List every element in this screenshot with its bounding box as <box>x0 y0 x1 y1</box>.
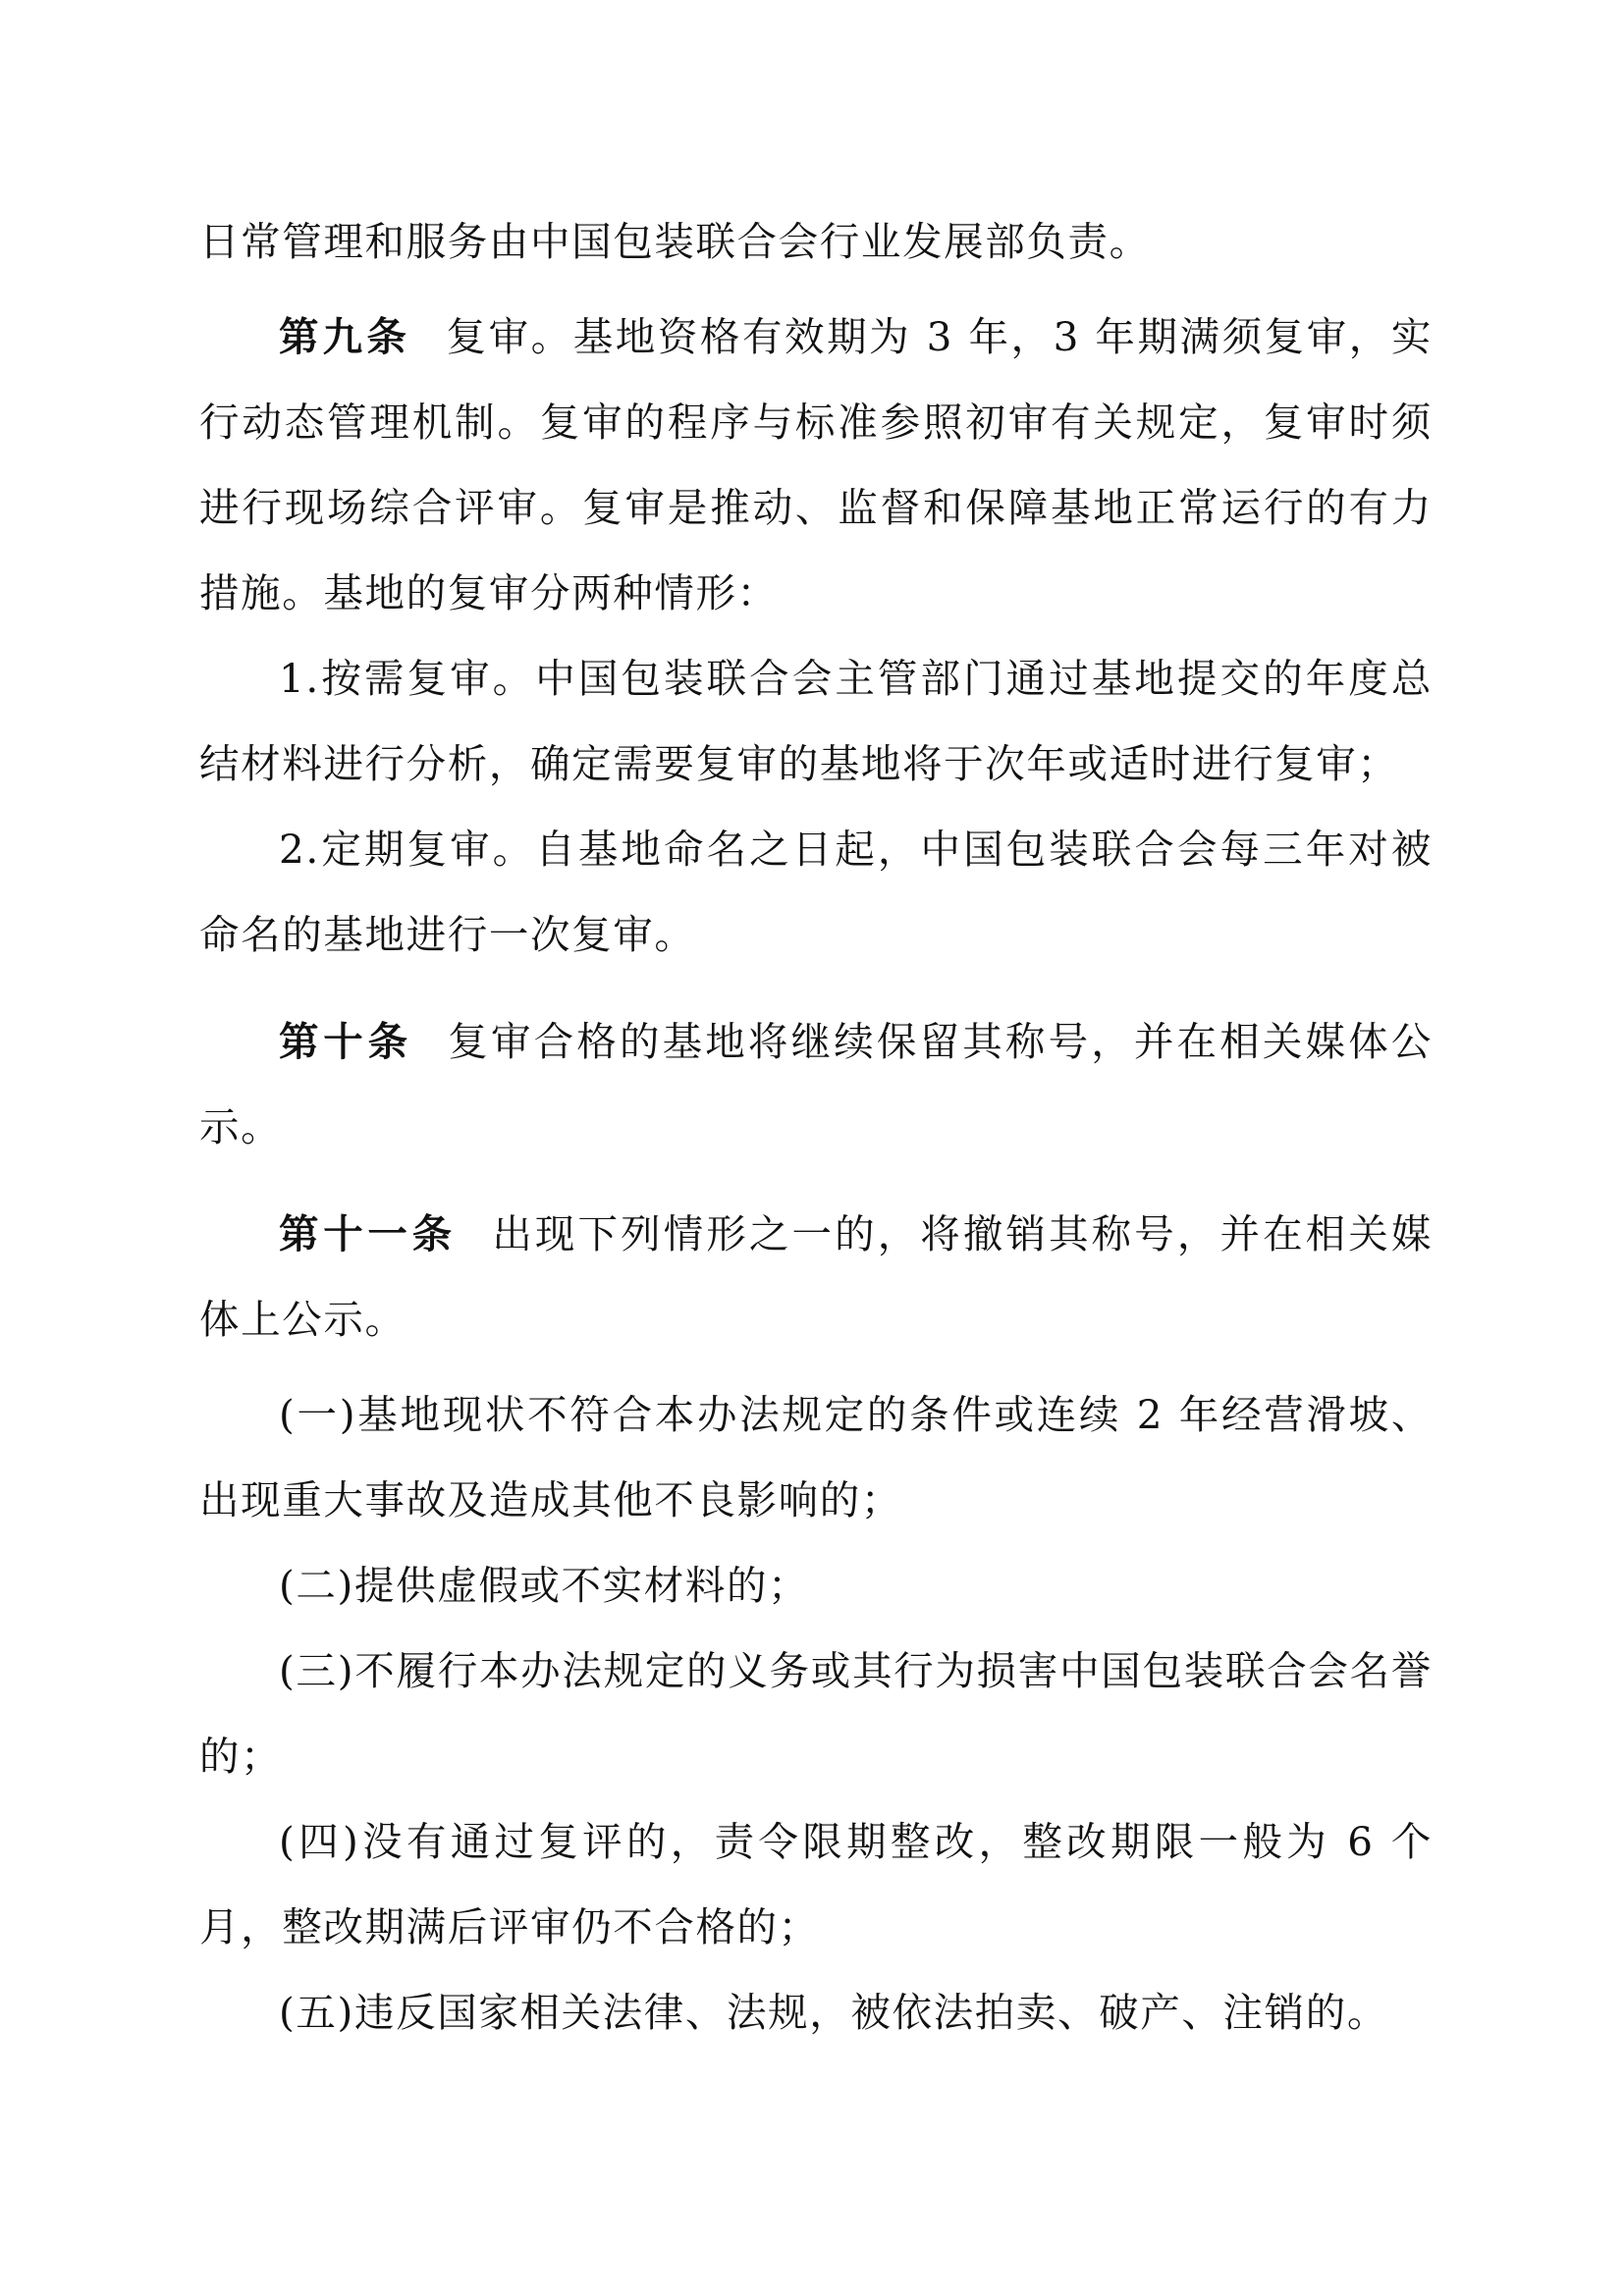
paragraph-text: 复审合格的基地将继续保留其称号，并在相关媒体公示。 <box>199 1018 1433 1150</box>
list-item-2 <box>199 807 1433 978</box>
body-text <box>199 199 1433 2056</box>
paragraph-text: (三)不履行本办法规定的义务或其行为损害中国包装联合会名誉的； <box>199 1647 1433 1780</box>
paragraph-text: (五)违反国家相关法律、法规，被依法拍卖、破产、注销的。 <box>279 1989 1388 2036</box>
paragraph-text: (二)提供虚假或不实材料的； <box>279 1562 810 1609</box>
paragraph-text: 2.定期复审。自基地命名之日起，中国包装联合会每三年对被命名的基地进行一次复审。 <box>199 826 1433 958</box>
paragraph-text: 出现下列情形之一的，将撤销其称号，并在相关媒体上公示。 <box>199 1210 1433 1343</box>
article-heading: 第九条 <box>279 313 411 360</box>
paragraph-text: 1.按需复审。中国包装联合会主管部门通过基地提交的年度总结材料进行分析，确定需要复审的基地将于次年或适时进行复审； <box>199 655 1433 787</box>
paragraph-text: 日常管理和服务由中国包装联合会行业发展部负责。 <box>199 218 1151 265</box>
paragraph-continuation <box>199 199 1433 285</box>
article-9 <box>199 294 1433 636</box>
paragraph-text: 复审。基地资格有效期为 3 年，3 年期满须复审，实行动态管理机制。复审的程序与标准参照初审有关规定，复审时须进行现场综合评审。复审是推动、监督和保障基地正常运行的有力措施。基地的复审分两种情形： <box>199 313 1433 616</box>
clause-1 <box>199 1372 1433 1543</box>
article-11 <box>199 1192 1433 1362</box>
paragraph-text: (四)没有通过复评的，责令限期整改，整改期限一般为 6 个月，整改期满后评审仍不合格的； <box>199 1818 1433 1950</box>
clause-3 <box>199 1629 1433 1799</box>
article-heading: 第十一条 <box>279 1210 457 1257</box>
article-heading: 第十条 <box>279 1018 412 1065</box>
clause-4 <box>199 1799 1433 1970</box>
paragraph-text: (一)基地现状不符合本办法规定的条件或连续 2 年经营滑坡、出现重大事故及造成其他不良影响的； <box>199 1391 1433 1523</box>
list-item-1 <box>199 636 1433 807</box>
clause-2 <box>199 1543 1433 1629</box>
clause-5 <box>199 1970 1433 2056</box>
article-10 <box>199 999 1433 1170</box>
